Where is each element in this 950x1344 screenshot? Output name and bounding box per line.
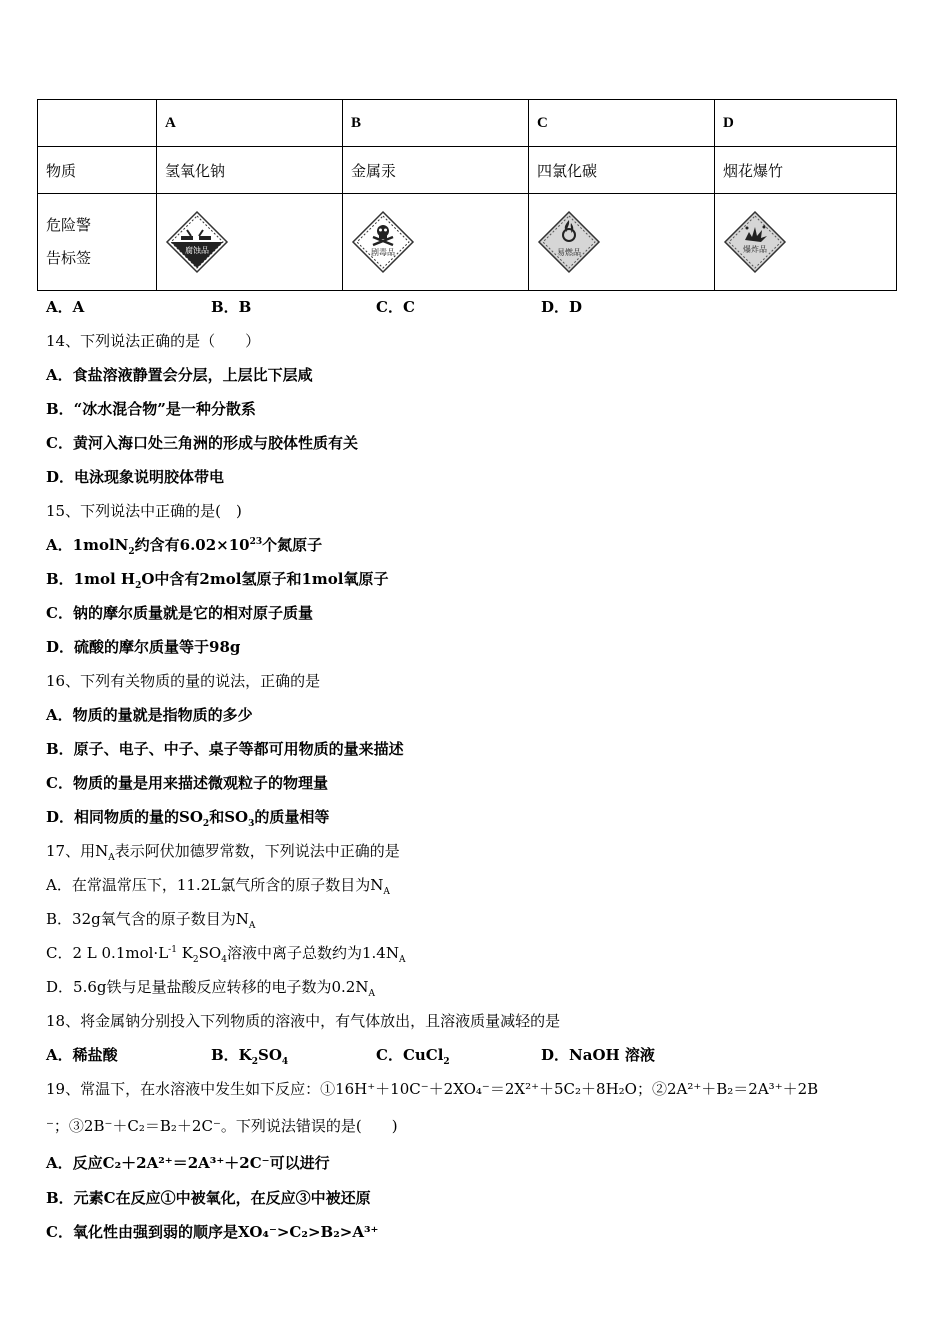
corrosive-icon — [165, 210, 229, 274]
q17-c-text4: 溶液中离子总数约为1.4N — [226, 944, 399, 962]
q18-option-a[interactable]: A．稀盐酸 — [46, 1046, 118, 1064]
q18-option-b[interactable] — [211, 1045, 376, 1065]
warning-row-label — [38, 194, 157, 291]
q18-b-sub2: 4 — [281, 1057, 289, 1067]
q18-option-d[interactable]: D．NaOH 溶液 — [541, 1046, 655, 1064]
substance-a: 氢氧化钠 — [157, 147, 343, 194]
q17-d-sub: A — [368, 989, 375, 999]
q17-option-b[interactable] — [46, 909, 255, 929]
q17-d-text: D．5.6g铁与足量盐酸反应转移的电子数为0.2N — [46, 978, 369, 996]
q15-a-sub: 2 — [128, 547, 135, 557]
q14-option-c[interactable]: C．黄河入海口处三角洲的形成与胶体性质有关 — [46, 434, 358, 452]
substance-d: 烟花爆竹 — [715, 147, 897, 194]
q15-b-sub: 2 — [135, 581, 142, 591]
q16-option-b[interactable]: B．原子、电子、中子、桌子等都可用物质的量来描述 — [46, 740, 404, 758]
q18-options — [46, 1045, 655, 1065]
flame-over-circle-icon — [537, 210, 601, 274]
q18-b-text2: SO — [257, 1046, 282, 1064]
substance-b: 金属汞 — [343, 147, 529, 194]
q17-stem-sub: A — [108, 853, 115, 863]
q13-options — [46, 297, 582, 317]
substance-row — [38, 147, 897, 194]
table-corner-cell — [38, 100, 157, 147]
q14-option-b[interactable]: B．“冰水混合物”是一种分散系 — [46, 400, 256, 418]
substance-row-label: 物质 — [38, 147, 157, 194]
q17-c-text1: C．2 L 0.1mol·L — [46, 944, 169, 962]
q18-c-sub: 2 — [443, 1057, 450, 1067]
q16-option-a[interactable]: A．物质的量就是指物质的多少 — [46, 706, 253, 724]
q15-b-text2: O中含有2mol氢原子和1mol氧原子 — [141, 570, 389, 588]
q15-option-c[interactable]: C．钠的摩尔质量就是它的相对原子质量 — [46, 604, 313, 622]
header-a: A — [157, 100, 343, 147]
q17-b-text: B．32g氧气含的原子数目为N — [46, 910, 249, 928]
q13-option-c[interactable]: C．C — [376, 298, 415, 316]
q17-a-sub: A — [383, 887, 390, 897]
q15-a-text1: A．1molN — [46, 536, 129, 554]
q17-b-sub: A — [248, 921, 256, 931]
sign-text-c: 易燃品 — [557, 248, 581, 257]
header-c: C — [529, 100, 715, 147]
q15-option-d[interactable]: D．硫酸的摩尔质量等于98g — [46, 638, 241, 656]
q16-stem: 16、下列有关物质的量的说法，正确的是 — [46, 672, 321, 690]
sign-cell-a — [157, 194, 343, 291]
q15-option-a[interactable] — [46, 535, 322, 555]
sign-cell-b — [343, 194, 529, 291]
q16-d-sub1: 2 — [202, 819, 210, 829]
q16-d-sub2: 3 — [248, 819, 255, 829]
q17-c-sub3: A — [398, 955, 406, 965]
q17-c-text3: SO — [198, 944, 222, 962]
q14-stem: 14、下列说法正确的是（ ） — [46, 332, 261, 350]
sign-cell-c — [529, 194, 715, 291]
explosion-icon — [723, 210, 787, 274]
q17-option-a[interactable] — [46, 875, 390, 895]
q19-option-a[interactable]: A．反应C₂＋2A²⁺＝2A³⁺＋2C⁻可以进行 — [46, 1154, 330, 1172]
q16-option-d[interactable] — [46, 807, 329, 827]
hazard-label-table — [37, 99, 897, 291]
q17-option-d[interactable] — [46, 977, 375, 997]
q17-a-text: A．在常温常压下，11.2L氯气所含的原子数目为N — [46, 876, 384, 894]
q18-b-sub1: 2 — [251, 1057, 258, 1067]
q17-c-sup: -1 — [168, 945, 177, 955]
q17-option-c[interactable] — [46, 943, 405, 963]
sign-text-d: 爆炸品 — [743, 245, 767, 254]
q17-c-sub1: 2 — [192, 955, 199, 965]
q18-c-text: C．CuCl — [376, 1046, 444, 1064]
substance-c: 四氯化碳 — [529, 147, 715, 194]
q15-b-text1: B．1mol H — [46, 570, 136, 588]
q18-stem: 18、将金属钠分别投入下列物质的溶液中，有气体放出，且溶液质量减轻的是 — [46, 1012, 561, 1030]
q18-b-text1: B．K — [211, 1046, 252, 1064]
sign-text-a: 腐蚀品 — [185, 246, 209, 255]
sign-text-b: 剧毒品 — [371, 248, 395, 257]
q17-stem — [46, 841, 400, 861]
table-header-row — [38, 100, 897, 147]
q17-c-sub2: 4 — [221, 955, 227, 965]
q16-option-c[interactable]: C．物质的量是用来描述微观粒子的物理量 — [46, 774, 328, 792]
q14-option-a[interactable]: A．食盐溶液静置会分层，上层比下层咸 — [46, 366, 313, 384]
q15-stem: 15、下列说法中正确的是( ) — [46, 502, 242, 520]
q19-stem-line2: ⁻；③2B⁻＋C₂＝B₂＋2C⁻。下列说法错误的是( ) — [46, 1117, 398, 1135]
q15-a-text2: 约含有6.02×10 — [134, 536, 250, 554]
q19-option-c[interactable]: C．氧化性由强到弱的顺序是XO₄⁻>C₂>B₂>A³⁺ — [46, 1223, 379, 1241]
q13-option-b[interactable]: B．B — [211, 298, 252, 316]
header-b: B — [343, 100, 529, 147]
warning-label-line2: 告标签 — [46, 249, 92, 267]
q19-option-b[interactable]: B．元素C在反应①中被氧化，在反应③中被还原 — [46, 1189, 371, 1207]
q16-d-text1: D．相同物质的量的SO — [46, 808, 203, 826]
q16-d-text2: 和SO — [209, 808, 249, 826]
q18-option-c[interactable] — [376, 1045, 541, 1065]
q13-option-a[interactable]: A．A — [46, 298, 85, 316]
q13-option-d[interactable]: D．D — [541, 298, 583, 316]
sign-cell-d — [715, 194, 897, 291]
q14-option-d[interactable]: D．电泳现象说明胶体带电 — [46, 468, 225, 486]
skull-crossbones-icon — [351, 210, 415, 274]
q16-d-text3: 的质量相等 — [254, 808, 330, 826]
warning-label-row — [38, 194, 897, 291]
header-d: D — [715, 100, 897, 147]
q15-option-b[interactable] — [46, 569, 388, 589]
warning-label-line1: 危险警 — [46, 216, 92, 234]
q15-a-sup: 23 — [249, 537, 263, 547]
q19-stem-line1: 19、常温下，在水溶液中发生如下反应：①16H⁺＋10C⁻＋2XO₄⁻＝2X²⁺＋5C₂＋8H₂O；②2A²⁺＋B₂＝2A³⁺＋2B — [46, 1080, 819, 1098]
q17-stem-text1: 17、用N — [46, 842, 109, 860]
q17-c-text2: K — [176, 944, 193, 962]
q15-a-text3: 个氮原子 — [262, 536, 323, 554]
q17-stem-text2: 表示阿伏加德罗常数，下列说法中正确的是 — [114, 842, 400, 860]
